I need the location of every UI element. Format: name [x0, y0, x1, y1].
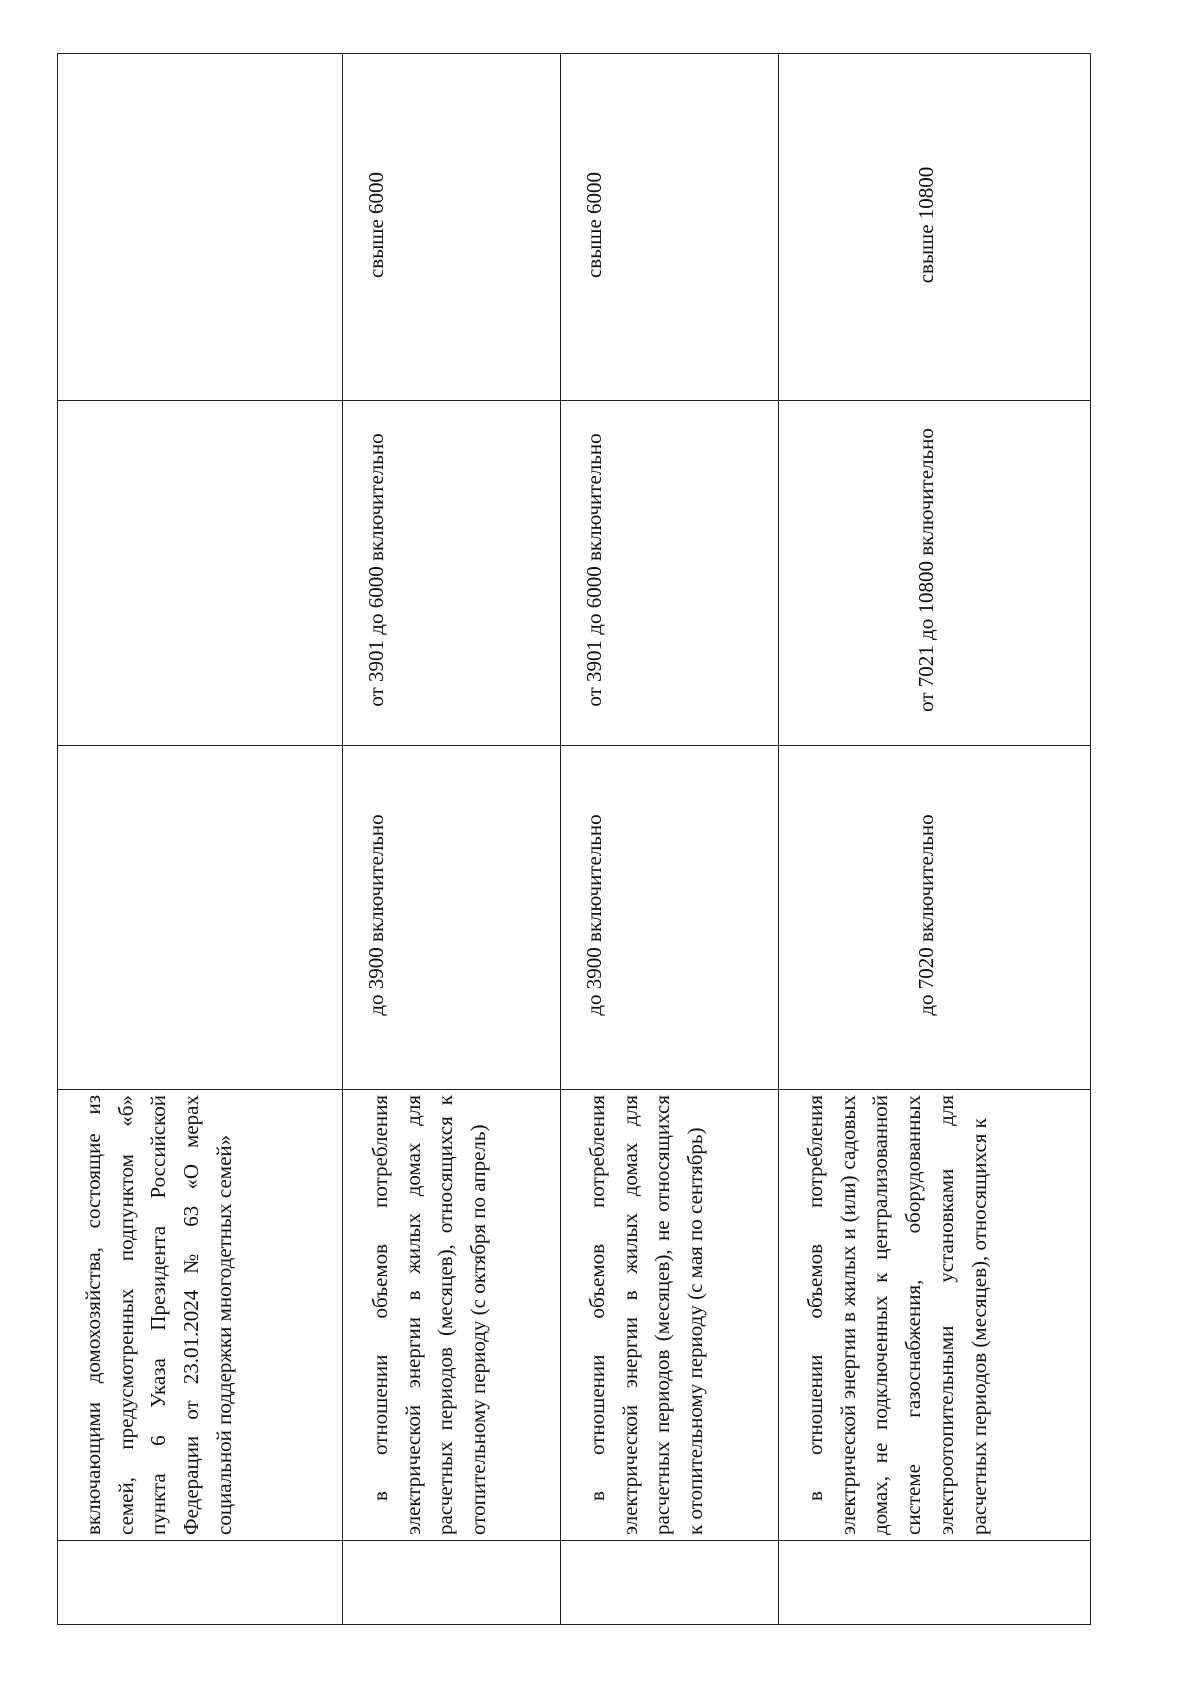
row-separator	[342, 53, 343, 1625]
table-cell-range-high: свыше 6000	[582, 171, 606, 279]
table-cell-description: в отношении объемов потребления электрической энергии в жилых домах для расчетных периодов (месяцев), относящихся к отопительному периоду (с октября по апрель)	[368, 1095, 491, 1535]
row-separator	[560, 53, 561, 1625]
column-separator	[57, 1089, 1091, 1090]
table-cell-description: в отношении объемов потребления электрической энергии в жилых и (или) садовых домах, не подключенных к централизованной системе газоснабжения, оборудованных электроотопительными установками для расчетных периодов (месяцев), относящихся к	[803, 1095, 991, 1535]
table-cell-range-high: свыше 10800	[914, 166, 938, 284]
table-cell-range-low: до 3900 включительно	[582, 814, 606, 1016]
table-cell-description: включающими домохозяйства, состоящие из семей, предусмотренных подпунктом «б» пункта 6 Указа Президента Российской Федерации от 23.01.2024 № 63 «О мерах социальной поддержки многодетных семей»	[81, 1095, 236, 1535]
column-separator	[57, 400, 1091, 401]
table-cell-range-low: до 7020 включительно	[914, 814, 938, 1016]
table-cell-range-mid: от 3901 до 6000 включительно	[364, 433, 388, 707]
table-cell-description: в отношении объемов потребления электрической энергии в жилых домах для расчетных периодов (месяцев), не относящихся к отопительному периоду (с мая по сентябрь)	[585, 1095, 708, 1535]
table-cell-range-mid: от 7021 до 10800 включительно	[914, 428, 938, 712]
column-separator	[57, 745, 1091, 746]
table-cell-range-mid: от 3901 до 6000 включительно	[582, 433, 606, 707]
row-separator	[778, 53, 779, 1625]
column-separator	[57, 1540, 1091, 1541]
table-cell-range-low: до 3900 включительно	[364, 814, 388, 1016]
table-cell-range-high: свыше 6000	[364, 171, 388, 279]
